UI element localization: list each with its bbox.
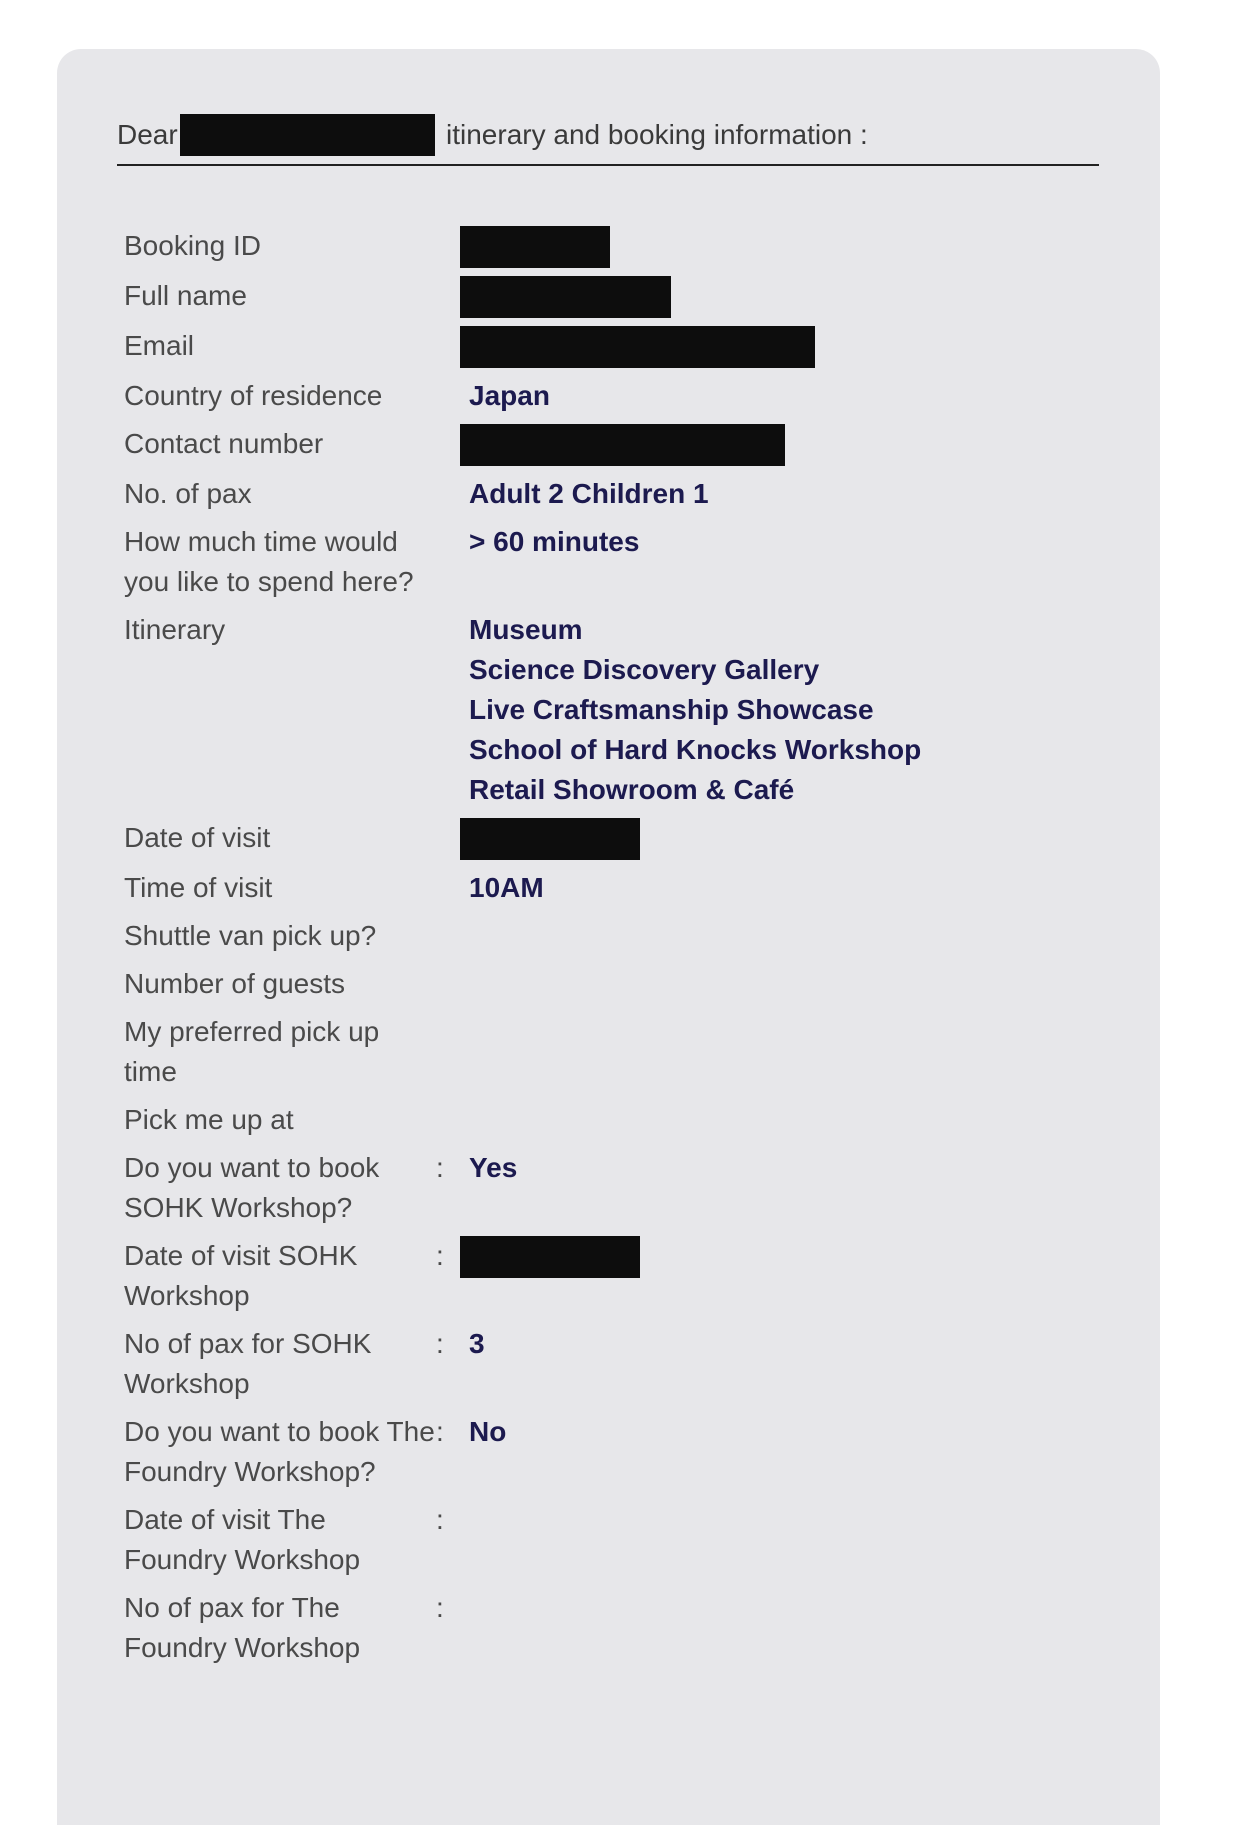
detail-value (460, 326, 815, 368)
detail-value (460, 1236, 640, 1316)
detail-row (124, 1588, 1124, 1668)
detail-row (124, 522, 1124, 602)
detail-label: Email (124, 330, 195, 361)
detail-value-text: No (469, 1416, 507, 1447)
detail-label: Full name (124, 280, 247, 311)
itinerary-item: Museum (469, 614, 583, 645)
detail-label: Do you want to book SOHK Workshop? (124, 1152, 380, 1223)
detail-separator (436, 276, 460, 318)
itinerary-item: Science Discovery Gallery (469, 654, 820, 685)
booking-details (124, 226, 1124, 1676)
detail-row (124, 1324, 1124, 1404)
detail-separator (436, 424, 460, 466)
redacted-block (460, 424, 785, 466)
detail-row (124, 868, 1124, 908)
detail-row (124, 376, 1124, 416)
detail-label: Do you want to book The Foundry Workshop? (124, 1416, 435, 1487)
detail-label: My preferred pick up time (124, 1016, 380, 1087)
detail-separator (436, 964, 460, 1004)
detail-value (460, 916, 469, 956)
detail-label: Number of guests (124, 968, 345, 999)
detail-row (124, 1012, 1124, 1092)
redacted-block (460, 276, 671, 318)
detail-label: How much time would you like to spend here? (124, 526, 414, 597)
detail-label: Pick me up at (124, 1104, 294, 1135)
detail-value (460, 1588, 469, 1668)
itinerary-item: Retail Showroom & Café (469, 774, 795, 805)
detail-row (124, 1100, 1124, 1140)
itinerary-item: School of Hard Knocks Workshop (469, 734, 922, 765)
detail-separator: : (436, 1152, 444, 1183)
detail-value (460, 226, 610, 268)
detail-value (460, 1100, 469, 1140)
detail-separator (436, 818, 460, 860)
detail-value-text: Adult 2 Children 1 (469, 478, 709, 509)
detail-value (460, 376, 550, 416)
detail-row (124, 1500, 1124, 1580)
detail-row (124, 226, 1124, 268)
detail-separator: : (436, 1240, 444, 1271)
detail-separator (436, 1012, 460, 1092)
detail-value (460, 1148, 517, 1228)
detail-label: Contact number (124, 428, 324, 459)
detail-separator (436, 474, 460, 514)
detail-separator (436, 376, 460, 416)
detail-label: Country of residence (124, 380, 383, 411)
detail-row (124, 474, 1124, 514)
detail-separator (436, 916, 460, 956)
detail-row (124, 1148, 1124, 1228)
greeting-header (117, 109, 1099, 166)
detail-value (460, 276, 671, 318)
detail-label: No of pax for SOHK Workshop (124, 1328, 372, 1399)
detail-row (124, 818, 1124, 860)
detail-value (460, 1324, 485, 1404)
detail-row (124, 964, 1124, 1004)
detail-value (460, 818, 640, 860)
detail-separator (436, 1100, 460, 1140)
detail-separator: : (436, 1416, 444, 1447)
greeting-text: itinerary and booking information : (446, 119, 868, 150)
detail-label: No of pax for The Foundry Workshop (124, 1592, 361, 1663)
detail-value-text: 3 (469, 1328, 485, 1359)
detail-value-text: Japan (469, 380, 550, 411)
detail-value (460, 1012, 469, 1092)
itinerary-item: Live Craftsmanship Showcase (469, 694, 874, 725)
detail-row (124, 1412, 1124, 1492)
redacted-block (460, 818, 640, 860)
detail-label: Shuttle van pick up? (124, 920, 377, 951)
greeting-dear: Dear (117, 119, 178, 150)
detail-value (460, 474, 709, 514)
detail-separator (436, 522, 460, 602)
detail-value (460, 424, 785, 466)
detail-row (124, 424, 1124, 466)
detail-value (460, 522, 639, 602)
detail-value (460, 610, 921, 810)
detail-separator (436, 226, 460, 268)
detail-row (124, 326, 1124, 368)
detail-value-text: 10AM (469, 872, 544, 903)
detail-label: No. of pax (124, 478, 252, 509)
detail-value (460, 1412, 506, 1492)
redacted-block (460, 226, 610, 268)
redacted-block (460, 326, 815, 368)
detail-label: Date of visit SOHK Workshop (124, 1240, 358, 1311)
detail-separator: : (436, 1328, 444, 1359)
detail-label: Booking ID (124, 230, 261, 261)
detail-label: Time of visit (124, 872, 273, 903)
detail-separator (436, 326, 460, 368)
detail-row (124, 916, 1124, 956)
redacted-block (460, 1236, 640, 1278)
detail-value (460, 868, 544, 908)
detail-row (124, 1236, 1124, 1316)
detail-row (124, 276, 1124, 318)
detail-value-text: Yes (469, 1152, 518, 1183)
detail-label: Itinerary (124, 614, 226, 645)
detail-label: Date of visit The Foundry Workshop (124, 1504, 361, 1575)
redacted-name-block (180, 114, 435, 156)
detail-value (460, 1500, 469, 1580)
detail-separator (436, 868, 460, 908)
detail-separator: : (436, 1592, 444, 1623)
detail-value (460, 964, 469, 1004)
detail-label: Date of visit (124, 822, 271, 853)
detail-separator: : (436, 1504, 444, 1535)
detail-separator (436, 610, 460, 810)
email-card (57, 49, 1160, 1825)
detail-value-text: > 60 minutes (469, 526, 640, 557)
detail-row (124, 610, 1124, 810)
